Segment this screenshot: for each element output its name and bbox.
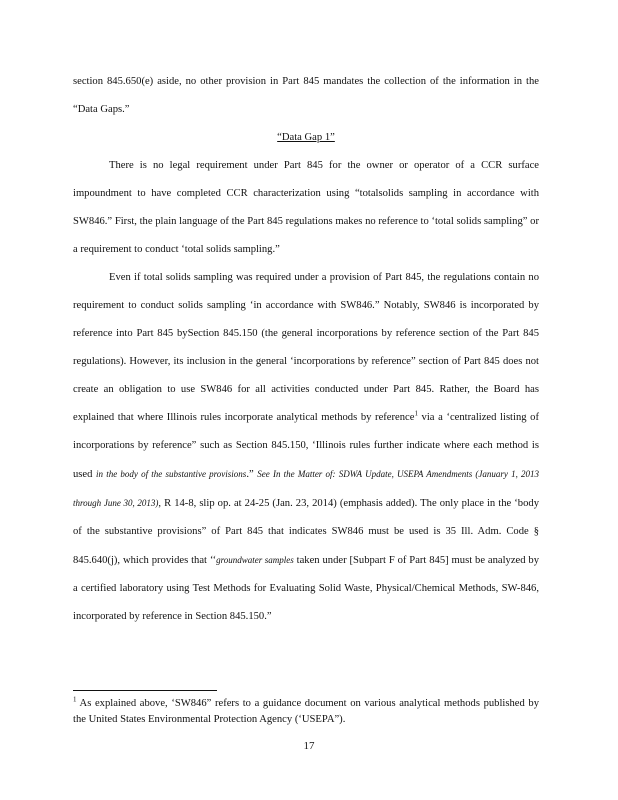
paragraph-2-text-f: , R 14-8, slip op. at 24-25 (Jan. 23, 2014) (emphasis added). The only place in the ‘body of the substantive provisions” of Part 845 that indicates SW846 must be used is 35 Ill. Adm. Code § 845.640(j), which provides that ‘‘ <box>73 498 539 566</box>
footnote <box>73 696 539 728</box>
footnote-number: 1 <box>73 695 77 704</box>
footnote-reference: 1 <box>414 409 418 418</box>
paragraph-2 <box>73 264 539 631</box>
paragraph-2-text-a: Even if total solids sampling was required under a provision of Part 845, the regulations contain no requirement to conduct solids sampling ‘in accordance with SW846.” Notably, SW846 is incorporated by reference into Part 845 bySection 845.150 (the general incorporations by reference section of the Part 845 regulations). However, its inclusion in the general ‘incorporations by reference” section of Part 845 does not create an obligation to use SW846 for all activities conducted under Part 845. Rather, the Board has explained that where Illinois rules incorporate analytical methods by reference <box>73 272 539 423</box>
footnote-text: As explained above, ‘SW846” refers to a guidance document on various analytical methods published by the United States Environmental Protection Agency (‘USEPA”). <box>73 698 539 725</box>
footnote-separator <box>73 690 217 691</box>
paragraph-2-text-h: taken under [Subpart F of Part 845] must be analyzed by a certified laboratory using Test Methods for Evaluating Solid Waste, Physical/Chemical Methods, SW-846, incorporated by reference in Section 845.150.” <box>73 555 540 622</box>
paragraph-2-text-b: via a ‘centralized listing of incorporations by reference” such as Section 845.150, ‘Illinois rules further indicate where each method is used <box>73 412 539 480</box>
paragraph-2-italic-g: groundwater samples <box>216 555 294 565</box>
body-text <box>73 68 539 631</box>
paragraph-continuation: section 845.650(e) aside, no other provision in Part 845 mandates the collection of the information in the “Data Gaps.” <box>73 76 539 115</box>
page-number: 17 <box>303 740 315 752</box>
section-heading: “Data Gap 1” <box>277 132 335 143</box>
paragraph-2-italic-c: in the body of the substantive provisions <box>96 469 247 479</box>
citation-italic: See In the Matter of: SDWA Update, USEPA Amendments (January 1, 2013 through June 30, 2013) <box>73 469 540 508</box>
paragraph-1: There is no legal requirement under Part 845 for the owner or operator of a CCR surface impoundment to have completed CCR characterization using “totalsolids sampling in accordance with SW846.” First, the plain language of the Part 845 regulations makes no reference to ‘total solids sampling” or a requirement to conduct ‘total solids sampling.” <box>73 160 539 255</box>
paragraph-2-text-d: .” <box>246 469 258 480</box>
